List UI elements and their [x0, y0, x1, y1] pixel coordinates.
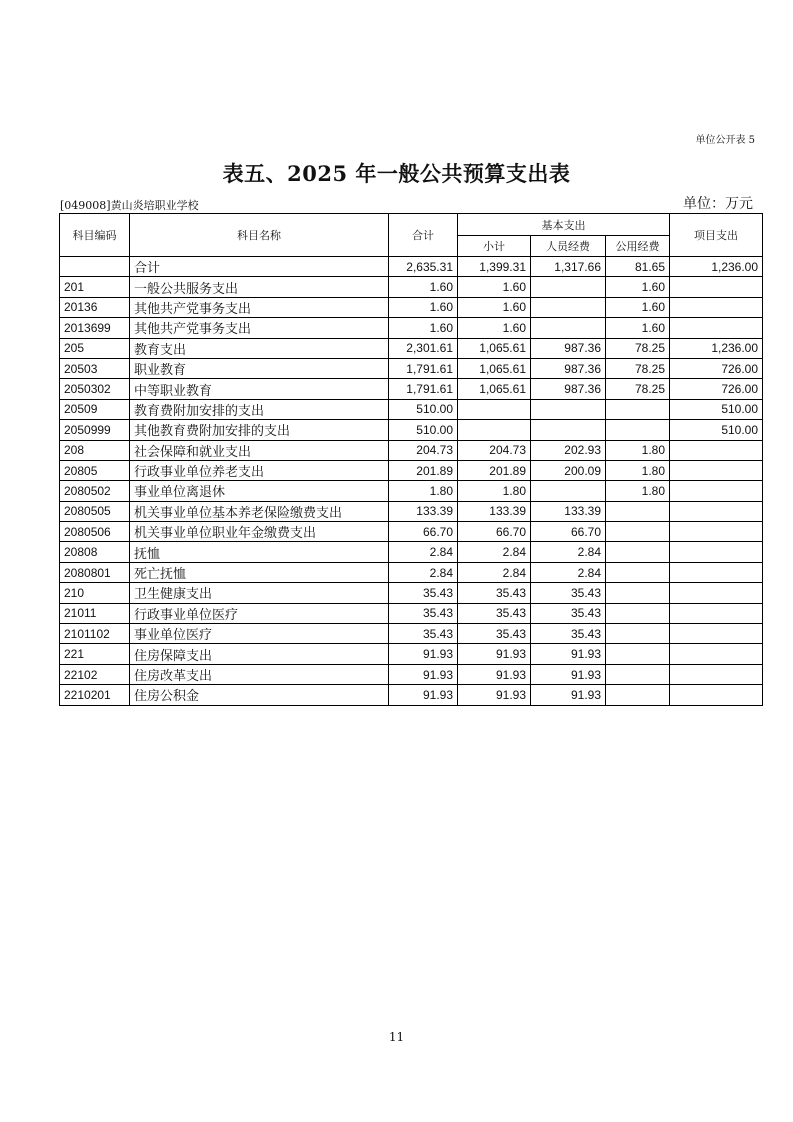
cell-subtotal: 66.70 — [458, 522, 531, 542]
table-row — [60, 542, 763, 562]
cell-total: 35.43 — [389, 603, 458, 623]
cell-project: 1,236.00 — [670, 338, 763, 358]
cell-subtotal: 1.60 — [458, 297, 531, 317]
cell-personnel — [531, 297, 606, 317]
table-row — [60, 277, 763, 297]
cell-total: 91.93 — [389, 664, 458, 684]
cell-name: 合计 — [130, 257, 389, 277]
cell-public — [606, 399, 670, 419]
cell-public — [606, 644, 670, 664]
cell-subtotal: 1.60 — [458, 318, 531, 338]
table-row — [60, 644, 763, 664]
cell-project — [670, 664, 763, 684]
cell-public: 1.60 — [606, 318, 670, 338]
cell-personnel — [531, 481, 606, 501]
cell-project — [670, 318, 763, 338]
cell-project — [670, 562, 763, 582]
cell-subtotal: 1,399.31 — [458, 257, 531, 277]
cell-name: 社会保障和就业支出 — [130, 440, 389, 460]
cell-code: 208 — [60, 440, 130, 460]
budget-table — [59, 213, 763, 706]
table-code-label: 单位公开表 5 — [695, 135, 755, 146]
cell-project — [670, 644, 763, 664]
unit-label: 单位：万元 — [683, 196, 753, 212]
cell-personnel: 66.70 — [531, 522, 606, 542]
cell-project — [670, 603, 763, 623]
table-row — [60, 358, 763, 378]
cell-project — [670, 542, 763, 562]
cell-project — [670, 440, 763, 460]
cell-project: 726.00 — [670, 358, 763, 378]
cell-personnel: 987.36 — [531, 358, 606, 378]
cell-total: 1.60 — [389, 297, 458, 317]
page-title: 表五、2025 年一般公共预算支出表 — [222, 161, 571, 186]
page-number: 11 — [388, 1030, 405, 1044]
cell-name: 行政事业单位医疗 — [130, 603, 389, 623]
cell-total: 2.84 — [389, 542, 458, 562]
cell-public — [606, 562, 670, 582]
header-name: 科目名称 — [130, 214, 389, 257]
cell-code: 2080506 — [60, 522, 130, 542]
cell-total: 201.89 — [389, 460, 458, 480]
cell-code: 20136 — [60, 297, 130, 317]
cell-public: 78.25 — [606, 358, 670, 378]
cell-public — [606, 603, 670, 623]
cell-code: 221 — [60, 644, 130, 664]
cell-subtotal: 1,065.61 — [458, 338, 531, 358]
table-row — [60, 338, 763, 358]
table-row — [60, 685, 763, 705]
cell-project: 510.00 — [670, 420, 763, 440]
table-row — [60, 664, 763, 684]
cell-public — [606, 542, 670, 562]
cell-code — [60, 257, 130, 277]
cell-name: 教育费附加安排的支出 — [130, 399, 389, 419]
table-row — [60, 399, 763, 419]
cell-subtotal: 91.93 — [458, 664, 531, 684]
cell-subtotal: 35.43 — [458, 624, 531, 644]
cell-project — [670, 501, 763, 521]
cell-total: 35.43 — [389, 624, 458, 644]
cell-personnel: 987.36 — [531, 379, 606, 399]
table-row — [60, 562, 763, 582]
table-row — [60, 297, 763, 317]
cell-personnel: 2.84 — [531, 562, 606, 582]
cell-total: 510.00 — [389, 420, 458, 440]
cell-subtotal: 1,065.61 — [458, 379, 531, 399]
cell-public: 78.25 — [606, 379, 670, 399]
cell-subtotal: 1.60 — [458, 277, 531, 297]
cell-subtotal: 1,065.61 — [458, 358, 531, 378]
cell-subtotal — [458, 399, 531, 419]
header-total: 合计 — [389, 214, 458, 257]
cell-personnel: 35.43 — [531, 624, 606, 644]
cell-subtotal — [458, 420, 531, 440]
cell-project: 1,236.00 — [670, 257, 763, 277]
table-row — [60, 440, 763, 460]
cell-code: 210 — [60, 583, 130, 603]
cell-subtotal: 2.84 — [458, 542, 531, 562]
cell-name: 住房保障支出 — [130, 644, 389, 664]
cell-subtotal: 1.80 — [458, 481, 531, 501]
table-row — [60, 501, 763, 521]
cell-total: 1.60 — [389, 318, 458, 338]
table-row — [60, 379, 763, 399]
table-row — [60, 318, 763, 338]
cell-project — [670, 685, 763, 705]
cell-subtotal: 133.39 — [458, 501, 531, 521]
cell-personnel: 202.93 — [531, 440, 606, 460]
cell-code: 22102 — [60, 664, 130, 684]
cell-name: 中等职业教育 — [130, 379, 389, 399]
cell-personnel: 133.39 — [531, 501, 606, 521]
table-row — [60, 522, 763, 542]
cell-project — [670, 583, 763, 603]
cell-project — [670, 522, 763, 542]
cell-name: 其他教育费附加安排的支出 — [130, 420, 389, 440]
cell-name: 住房公积金 — [130, 685, 389, 705]
cell-personnel — [531, 318, 606, 338]
cell-total: 133.39 — [389, 501, 458, 521]
cell-code: 20509 — [60, 399, 130, 419]
cell-total: 1.80 — [389, 481, 458, 501]
organization-name: [049008]黄山炎培职业学校 — [60, 199, 199, 212]
cell-total: 91.93 — [389, 644, 458, 664]
cell-total: 1.60 — [389, 277, 458, 297]
cell-subtotal: 35.43 — [458, 603, 531, 623]
cell-name: 职业教育 — [130, 358, 389, 378]
cell-code: 2080502 — [60, 481, 130, 501]
cell-personnel: 35.43 — [531, 583, 606, 603]
cell-code: 20808 — [60, 542, 130, 562]
cell-code: 20805 — [60, 460, 130, 480]
cell-name: 一般公共服务支出 — [130, 277, 389, 297]
table-row — [60, 420, 763, 440]
cell-total: 1,791.61 — [389, 379, 458, 399]
cell-total: 35.43 — [389, 583, 458, 603]
cell-personnel: 35.43 — [531, 603, 606, 623]
cell-subtotal: 201.89 — [458, 460, 531, 480]
cell-public: 1.80 — [606, 440, 670, 460]
cell-name: 住房改革支出 — [130, 664, 389, 684]
cell-total: 91.93 — [389, 685, 458, 705]
cell-public — [606, 501, 670, 521]
cell-name: 行政事业单位养老支出 — [130, 460, 389, 480]
cell-name: 其他共产党事务支出 — [130, 297, 389, 317]
cell-name: 机关事业单位基本养老保险缴费支出 — [130, 501, 389, 521]
cell-name: 教育支出 — [130, 338, 389, 358]
cell-name: 其他共产党事务支出 — [130, 318, 389, 338]
cell-personnel: 91.93 — [531, 644, 606, 664]
cell-project — [670, 460, 763, 480]
cell-project: 726.00 — [670, 379, 763, 399]
cell-personnel: 987.36 — [531, 338, 606, 358]
cell-subtotal: 91.93 — [458, 685, 531, 705]
cell-total: 2,635.31 — [389, 257, 458, 277]
cell-personnel: 91.93 — [531, 664, 606, 684]
header-subtotal: 小计 — [458, 236, 531, 257]
cell-total: 510.00 — [389, 399, 458, 419]
table-row — [60, 460, 763, 480]
cell-public — [606, 420, 670, 440]
cell-project — [670, 277, 763, 297]
cell-name: 抚恤 — [130, 542, 389, 562]
table-row — [60, 624, 763, 644]
cell-public: 1.80 — [606, 481, 670, 501]
cell-code: 2013699 — [60, 318, 130, 338]
cell-code: 205 — [60, 338, 130, 358]
cell-name: 事业单位离退休 — [130, 481, 389, 501]
header-basic: 基本支出 — [458, 214, 670, 236]
cell-code: 21011 — [60, 603, 130, 623]
cell-public: 1.60 — [606, 297, 670, 317]
cell-project — [670, 481, 763, 501]
cell-code: 2050999 — [60, 420, 130, 440]
cell-name: 死亡抚恤 — [130, 562, 389, 582]
cell-public — [606, 624, 670, 644]
cell-personnel — [531, 277, 606, 297]
cell-personnel: 2.84 — [531, 542, 606, 562]
table-row — [60, 583, 763, 603]
cell-project — [670, 624, 763, 644]
table-row — [60, 257, 763, 277]
cell-public: 1.80 — [606, 460, 670, 480]
cell-code: 2210201 — [60, 685, 130, 705]
cell-total: 204.73 — [389, 440, 458, 460]
cell-total: 1,791.61 — [389, 358, 458, 378]
cell-public — [606, 522, 670, 542]
cell-name: 卫生健康支出 — [130, 583, 389, 603]
cell-personnel: 200.09 — [531, 460, 606, 480]
cell-code: 2050302 — [60, 379, 130, 399]
cell-code: 2080801 — [60, 562, 130, 582]
cell-code: 20503 — [60, 358, 130, 378]
cell-personnel: 1,317.66 — [531, 257, 606, 277]
cell-subtotal: 204.73 — [458, 440, 531, 460]
cell-name: 机关事业单位职业年金缴费支出 — [130, 522, 389, 542]
cell-personnel — [531, 420, 606, 440]
cell-total: 2.84 — [389, 562, 458, 582]
cell-code: 2080505 — [60, 501, 130, 521]
table-row — [60, 603, 763, 623]
cell-total: 66.70 — [389, 522, 458, 542]
cell-public — [606, 685, 670, 705]
header-code: 科目编码 — [60, 214, 130, 257]
cell-name: 事业单位医疗 — [130, 624, 389, 644]
cell-public — [606, 664, 670, 684]
header-project: 项目支出 — [670, 214, 763, 257]
cell-personnel — [531, 399, 606, 419]
cell-subtotal: 35.43 — [458, 583, 531, 603]
cell-project: 510.00 — [670, 399, 763, 419]
cell-public — [606, 583, 670, 603]
cell-subtotal: 91.93 — [458, 644, 531, 664]
cell-subtotal: 2.84 — [458, 562, 531, 582]
cell-code: 201 — [60, 277, 130, 297]
cell-public: 81.65 — [606, 257, 670, 277]
table-row — [60, 481, 763, 501]
cell-personnel: 91.93 — [531, 685, 606, 705]
header-public: 公用经费 — [606, 236, 670, 257]
cell-code: 2101102 — [60, 624, 130, 644]
cell-public: 1.60 — [606, 277, 670, 297]
cell-public: 78.25 — [606, 338, 670, 358]
cell-project — [670, 297, 763, 317]
header-personnel: 人员经费 — [531, 236, 606, 257]
cell-total: 2,301.61 — [389, 338, 458, 358]
